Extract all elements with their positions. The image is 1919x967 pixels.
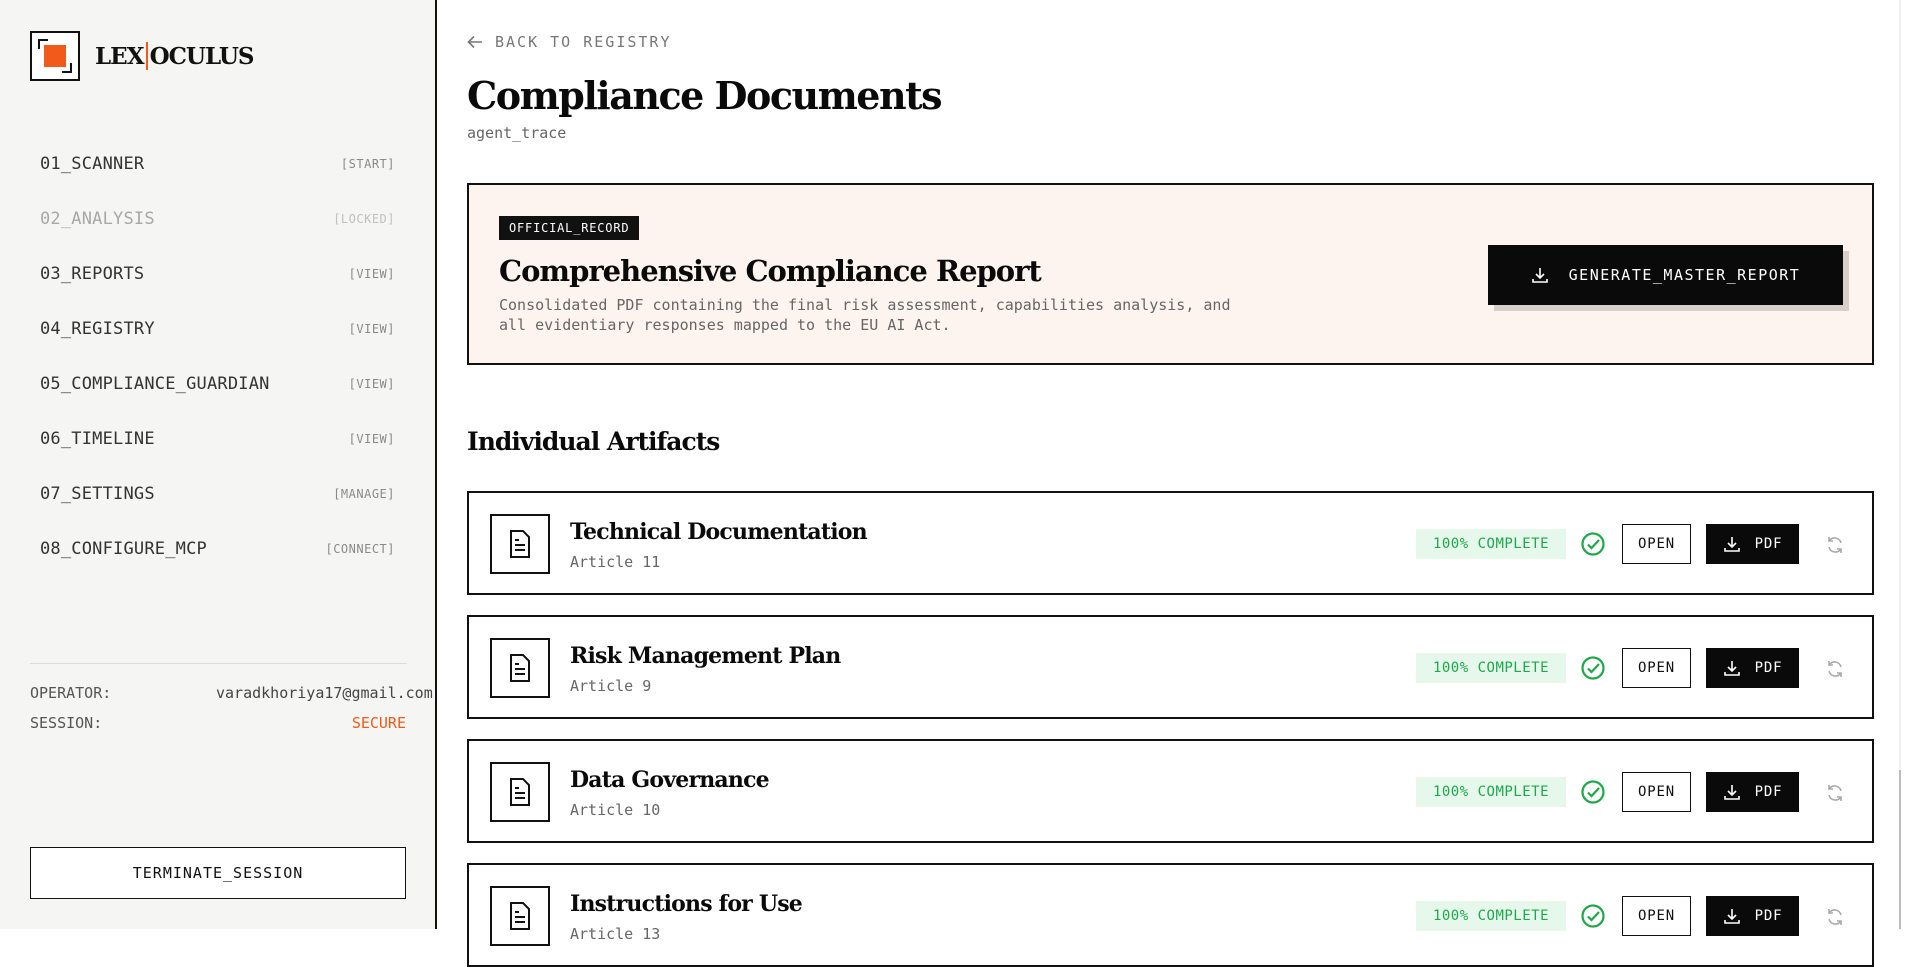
official-record-badge: OFFICIAL_RECORD	[499, 216, 639, 240]
master-report-description: Consolidated PDF containing the final risk assessment, capabilities analysis, and all evidentiary responses mapped to the EU AI Act.	[499, 296, 1231, 334]
status-badge: 100% COMPLETE	[1416, 529, 1566, 559]
session-label: SESSION:	[30, 714, 103, 732]
generate-master-report-label: GENERATE_MASTER_REPORT	[1568, 266, 1801, 284]
sidebar-item-reports[interactable]	[30, 246, 395, 301]
sidebar-item-tag: [START]	[340, 156, 395, 171]
artifact-card-risk-management-plan	[467, 615, 1874, 719]
open-button[interactable]: OPEN	[1622, 896, 1691, 936]
sidebar-item-compliance-guardian[interactable]	[30, 356, 395, 411]
pdf-label: PDF	[1754, 908, 1783, 924]
page-title: Compliance Documents	[467, 73, 942, 118]
download-icon	[1723, 907, 1741, 925]
back-to-registry-link[interactable]	[467, 33, 672, 51]
artifact-article: Article 13	[570, 925, 661, 943]
sidebar-item-registry[interactable]	[30, 301, 395, 356]
brand-left: LEX	[95, 42, 144, 70]
brand-separator	[146, 42, 148, 70]
pdf-label: PDF	[1754, 784, 1783, 800]
document-icon	[490, 762, 550, 822]
artifact-title: Technical Documentation	[570, 519, 867, 545]
document-icon	[490, 886, 550, 946]
pdf-download-button[interactable]	[1706, 896, 1799, 936]
artifact-article: Article 10	[570, 801, 661, 819]
sidebar-item-scanner[interactable]	[30, 136, 395, 191]
terminate-session-button[interactable]: TERMINATE_SESSION	[30, 847, 406, 899]
sidebar-item-tag: [CONNECT]	[325, 541, 395, 556]
sidebar-item-label: 07_SETTINGS	[40, 483, 155, 504]
session-status: SECURE	[351, 714, 406, 732]
session-row	[30, 714, 406, 732]
sidebar	[0, 0, 437, 929]
operator-row	[30, 684, 433, 702]
sidebar-item-label: 01_SCANNER	[40, 153, 145, 174]
artifact-card-technical-documentation	[467, 491, 1874, 595]
refresh-icon[interactable]	[1825, 907, 1845, 927]
refresh-icon[interactable]	[1825, 783, 1845, 803]
sidebar-nav	[30, 136, 395, 576]
pdf-label: PDF	[1754, 660, 1783, 676]
main-content	[437, 0, 1901, 943]
sidebar-item-settings[interactable]	[30, 466, 395, 521]
artifacts-section-title: Individual Artifacts	[467, 427, 720, 456]
check-circle-icon	[1580, 655, 1606, 681]
download-icon	[1723, 535, 1741, 553]
download-icon	[1723, 659, 1741, 677]
page-subtitle: agent_trace	[467, 124, 567, 142]
sidebar-item-tag: [VIEW]	[348, 266, 395, 281]
check-circle-icon	[1580, 903, 1606, 929]
sidebar-item-label: 04_REGISTRY	[40, 318, 155, 339]
open-button[interactable]: OPEN	[1622, 648, 1691, 688]
brand-right: OCULUS	[149, 42, 254, 70]
status-badge: 100% COMPLETE	[1416, 653, 1566, 683]
artifact-title: Instructions for Use	[570, 891, 803, 917]
artifact-card-data-governance	[467, 739, 1874, 843]
sidebar-item-tag: [VIEW]	[348, 321, 395, 336]
sidebar-item-tag: [MANAGE]	[333, 486, 395, 501]
sidebar-item-tag: [VIEW]	[348, 431, 395, 446]
open-button[interactable]: OPEN	[1622, 772, 1691, 812]
master-report-card	[467, 183, 1874, 365]
refresh-icon[interactable]	[1825, 535, 1845, 555]
generate-master-report-button[interactable]	[1488, 245, 1843, 305]
back-label: BACK TO REGISTRY	[495, 33, 672, 51]
sidebar-item-tag: [VIEW]	[348, 376, 395, 391]
artifact-title: Risk Management Plan	[570, 643, 841, 669]
operator-label: OPERATOR:	[30, 684, 112, 702]
sidebar-item-label: 06_TIMELINE	[40, 428, 155, 449]
pdf-download-button[interactable]	[1706, 648, 1799, 688]
sidebar-item-label: 05_COMPLIANCE_GUARDIAN	[40, 373, 270, 394]
check-circle-icon	[1580, 531, 1606, 557]
arrow-left-icon	[467, 35, 483, 49]
sidebar-item-label: 08_CONFIGURE_MCP	[40, 538, 207, 559]
logo-mark-icon	[30, 31, 80, 81]
pdf-download-button[interactable]	[1706, 772, 1799, 812]
artifact-article: Article 9	[570, 677, 652, 695]
sidebar-item-label: 03_REPORTS	[40, 263, 145, 284]
artifact-title: Data Governance	[570, 767, 769, 793]
operator-value: varadkhoriya17@gmail.com	[216, 684, 433, 702]
check-circle-icon	[1580, 779, 1606, 805]
sidebar-divider	[30, 663, 407, 664]
sidebar-item-tag: [LOCKED]	[333, 211, 395, 226]
sidebar-item-label: 02_ANALYSIS	[40, 208, 155, 229]
status-badge: 100% COMPLETE	[1416, 901, 1566, 931]
status-badge: 100% COMPLETE	[1416, 777, 1566, 807]
document-icon	[490, 514, 550, 574]
master-report-title: Comprehensive Compliance Report	[499, 254, 1041, 288]
pdf-label: PDF	[1754, 536, 1783, 552]
sidebar-item-configure-mcp[interactable]	[30, 521, 395, 576]
download-icon	[1531, 266, 1549, 284]
artifact-article: Article 11	[570, 553, 661, 571]
artifact-card-instructions-for-use	[467, 863, 1874, 967]
pdf-download-button[interactable]	[1706, 524, 1799, 564]
brand-wordmark	[95, 42, 254, 70]
scrollbar-thumb[interactable]	[1899, 770, 1901, 929]
brand-logo[interactable]	[30, 31, 254, 81]
open-button[interactable]: OPEN	[1622, 524, 1691, 564]
sidebar-item-analysis	[30, 191, 395, 246]
download-icon	[1723, 783, 1741, 801]
sidebar-item-timeline[interactable]	[30, 411, 395, 466]
document-icon	[490, 638, 550, 698]
refresh-icon[interactable]	[1825, 659, 1845, 679]
